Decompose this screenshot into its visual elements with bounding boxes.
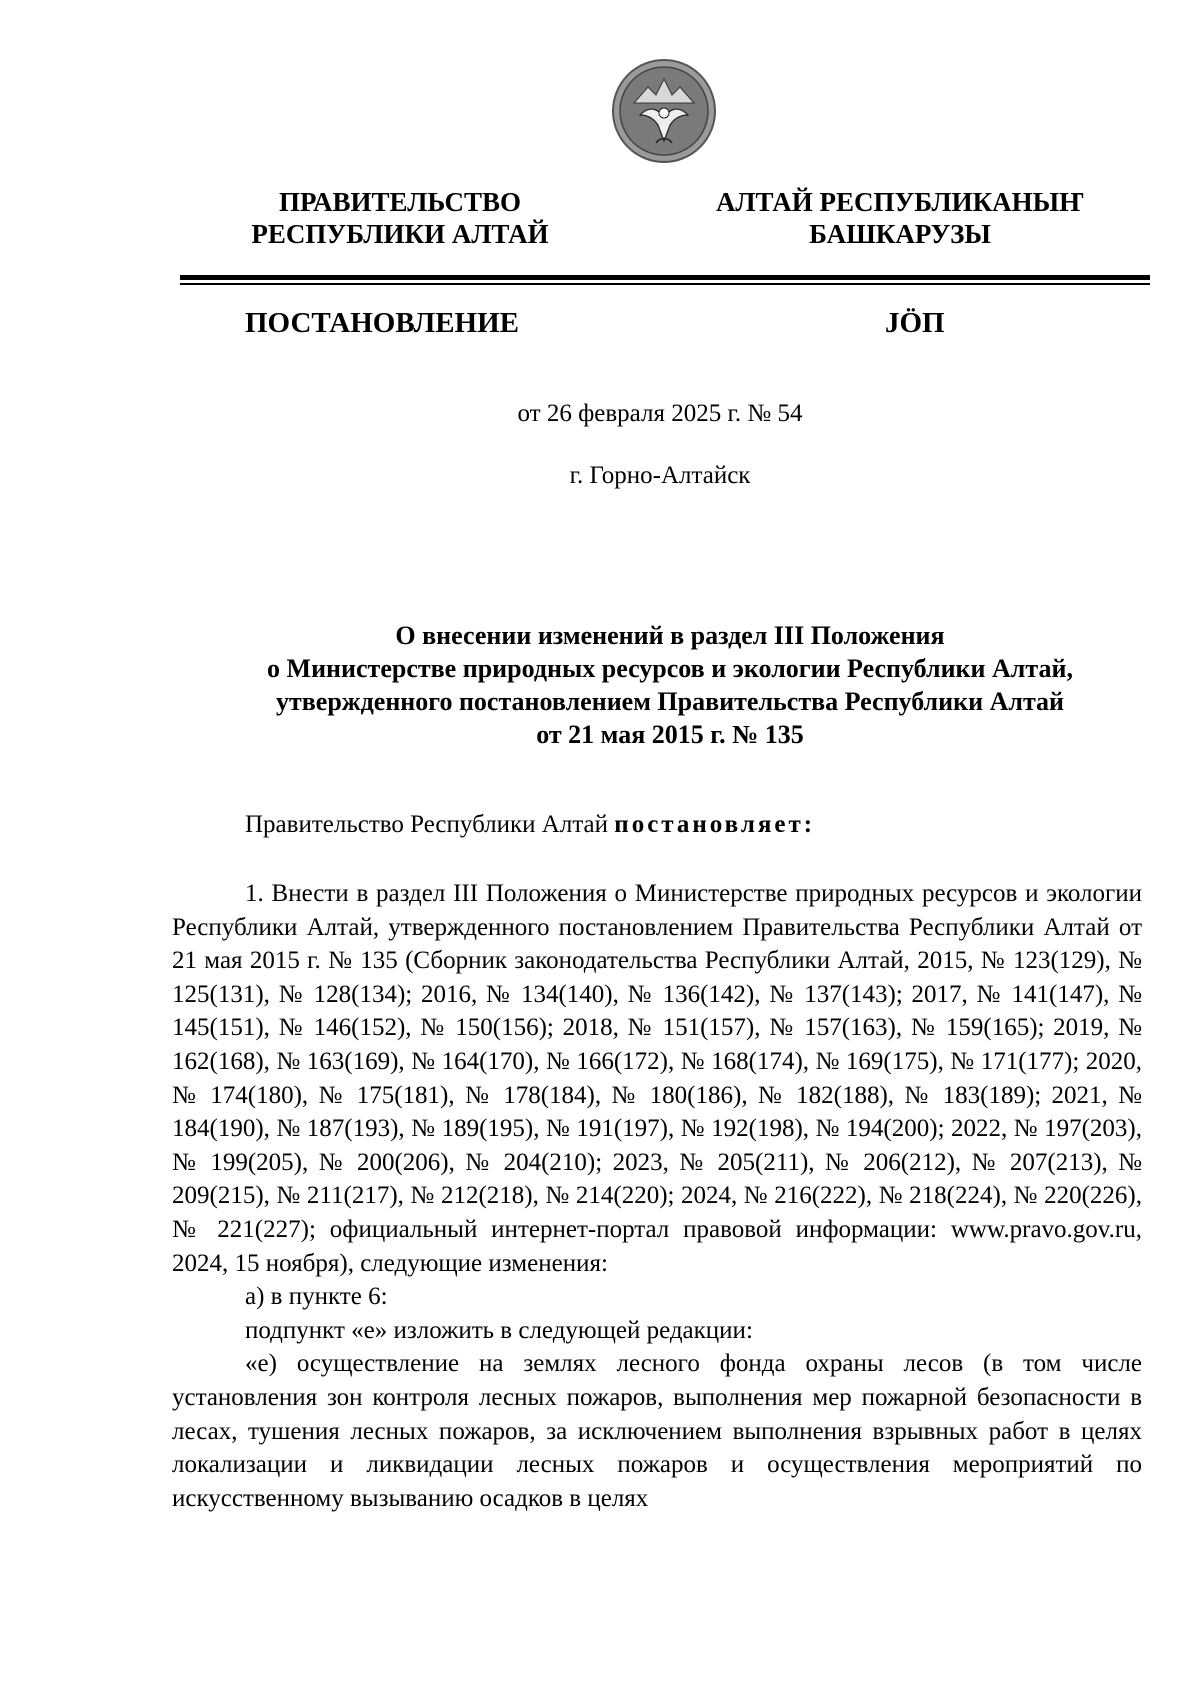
subject-line: О внесении изменений в раздел III Положения [395,621,945,650]
subject-line: утвержденного постановлением Правительства Республики Алтай [275,687,1065,716]
government-name-line1: ПРАВИТЕЛЬСТВО [278,187,522,217]
body-paragraph: а) в пункте 6: [245,1283,388,1311]
coat-of-arms-emblem-icon [610,57,718,165]
government-name-altai-line1: АЛТАЙ РЕСПУБЛИКАНЫҤ [715,187,1085,217]
document-type-russian: ПОСТАНОВЛЕНИЕ [245,307,520,339]
body-paragraph: подпункт «е» изложить в следующей редакции: [245,1316,753,1344]
document-date-number: от 26 февраля 2025 г. № 54 [517,400,803,427]
government-name-altai [700,186,1100,250]
subject-line: от 21 мая 2015 г. № 135 [536,720,804,749]
government-name-altai-line2: БАШКАРУЗЫ [809,219,991,249]
preamble-emphasis: постановляет: [614,811,816,838]
header-divider-thick [180,275,1150,280]
government-name-russian [220,186,580,250]
preamble-text: Правительство Республики Алтай [245,811,615,838]
preamble [245,810,815,840]
document-subject [170,619,1170,751]
document-type-altai: JÖП [885,307,945,339]
body-paragraph: 1. Внести в раздел III Положения о Министерстве природных ресурсов и экологии Республики Алтай, утвержденного постановлением Правительства Республики Алтай от 21 мая 2015 г. № 135 (Сборник законодательства Республики Алтай, 2015, № 123(129), № 125(131), № 128(134); 2016, № 134(140), № 136(142), № 137(143); 2017, № 141(147), № 145(151), № 146(152), № 150(156); 2018, № 151(157), № 157(163), № 159(165); 2019, № 162(168), № 163(169), № 164(170), № 166(172), № 168(174), № 169(175), № 171(177); 2020, № 174(180), № 175(181), № 178(184), № 180(186), № 182(188), № 183(189); 2021, № 184(190), № 187(193), № 189(195), № 191(197), № 192(198), № 194(200); 2022, № 197(203), № 199(205), № 200(206), № 204(210); 2023, № 205(211), № 206(212), № 207(213), № 209(215), № 211(217), № 212(218), № 214(220); 2024, № 216(222), № 218(224), № 220(226), № 221(227); официальный интернет-портал правовой информации: www.pravo.gov.ru, 2024, 15 ноября), следующие изменения: [172,880,1142,1277]
header-divider-thin [180,283,1150,285]
document-body [172,877,1142,1515]
subject-line: о Министерстве природных ресурсов и экологии Республики Алтай, [267,654,1073,683]
body-paragraph: «е) осуществление на землях лесного фонда охраны лесов (в том числе установления зон контроля лесных пожаров, выполнения мер пожарной безопасности в лесах, тушения лесных пожаров, за исключением выполнения взрывных работ в целях локализации и ликвидации лесных пожаров и осуществления мероприятий по искусственному вызыванию осадков в целях [172,1350,1142,1512]
government-name-line2: РЕСПУБЛИКИ АЛТАЙ [251,219,549,249]
document-city: г. Горно-Алтайск [569,462,751,489]
